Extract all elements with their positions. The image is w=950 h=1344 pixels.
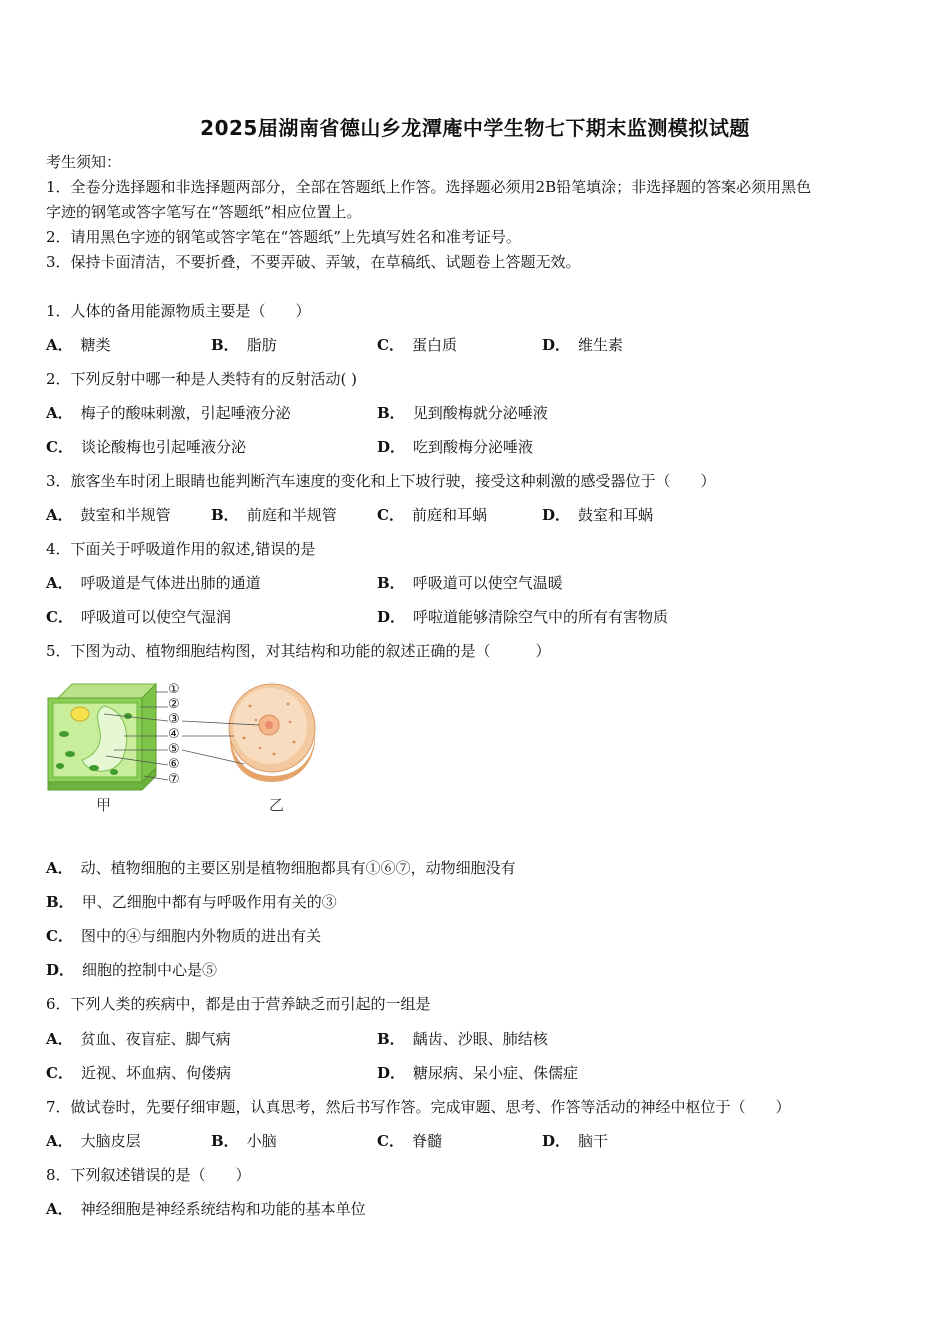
q5-option-d[interactable]: D． 细胞的控制中心是⑤ — [46, 961, 218, 979]
marker-4: ④ — [168, 727, 180, 742]
q4-option-b[interactable]: B． 呼吸道可以使空气温暖 — [377, 574, 563, 592]
q2-option-c[interactable]: C． 谈论酸梅也引起唾液分泌 — [46, 438, 246, 456]
q4-option-c[interactable]: C． 呼吸道可以使空气湿润 — [46, 608, 231, 626]
q2-option-a[interactable]: A． 梅子的酸味刺激，引起唾液分泌 — [46, 404, 291, 422]
exam-title: 2025届湖南省德山乡龙潭庵中学生物七下期末监测模拟试题 — [200, 116, 750, 140]
q3-option-b[interactable]: B． 前庭和半规管 — [211, 506, 337, 524]
marker-3: ③ — [168, 712, 180, 727]
q3-option-a[interactable]: A． 鼓室和半规管 — [46, 506, 171, 524]
marker-6: ⑥ — [168, 757, 180, 772]
notice-item-2: 2．请用黑色字迹的钢笔或答字笔在“答题纸”上先填写姓名和准考证号。 — [46, 228, 521, 246]
question-4-stem: 4．下面关于呼吸道作用的叙述,错误的是 — [46, 540, 316, 558]
question-3-stem: 3．旅客坐车时闭上眼睛也能判断汽车速度的变化和上下坡行驶，接受这种刺激的感受器位于（ ） — [46, 472, 716, 490]
question-2-stem: 2．下列反射中哪一种是人类特有的反射活动( ) — [46, 370, 358, 388]
q7-option-a[interactable]: A． 大脑皮层 — [46, 1132, 141, 1150]
figure-label-jia: 甲 — [96, 796, 112, 814]
q3-option-c[interactable]: C． 前庭和耳蜗 — [377, 506, 487, 524]
question-6-stem: 6．下列人类的疾病中，都是由于营养缺乏而引起的一组是 — [46, 995, 431, 1013]
marker-1: ① — [168, 682, 180, 697]
q1-option-d[interactable]: D． 维生素 — [542, 336, 624, 354]
question-1-stem: 1．人体的备用能源物质主要是（ ） — [46, 302, 311, 320]
q8-option-a[interactable]: A． 神经细胞是神经系统结构和功能的基本单位 — [46, 1200, 366, 1218]
q4-option-a[interactable]: A． 呼吸道是气体进出肺的通道 — [46, 574, 261, 592]
q6-option-b[interactable]: B． 龋齿、沙眼、肺结核 — [377, 1030, 548, 1048]
cell-structure-figure — [44, 676, 334, 821]
question-8-stem: 8．下列叙述错误的是（ ） — [46, 1166, 251, 1184]
q7-option-c[interactable]: C． 脊髓 — [377, 1132, 442, 1150]
animal-cell — [229, 684, 315, 782]
q1-option-c[interactable]: C． 蛋白质 — [377, 336, 457, 354]
q6-option-a[interactable]: A． 贫血、夜盲症、脚气病 — [46, 1030, 231, 1048]
notice-heading: 考生须知： — [46, 153, 122, 171]
q1-option-a[interactable]: A． 糖类 — [46, 336, 111, 354]
q5-option-c[interactable]: C． 图中的④与细胞内外物质的进出有关 — [46, 927, 321, 945]
q4-option-d[interactable]: D． 呼啦道能够清除空气中的所有有害物质 — [377, 608, 669, 626]
figure-label-yi: 乙 — [269, 796, 285, 814]
notice-item-3: 3．保持卡面清洁，不要折叠，不要弄破、弄皱，在草稿纸、试题卷上答题无效。 — [46, 253, 581, 271]
q2-option-b[interactable]: B． 见到酸梅就分泌唾液 — [377, 404, 548, 422]
plant-cell — [48, 684, 156, 790]
question-7-stem: 7．做试卷时，先要仔细审题，认真思考，然后书写作答。完成审题、思考、作答等活动的神经中枢位于（ ） — [46, 1098, 791, 1116]
q6-option-d[interactable]: D． 糖尿病、呆小症、侏儒症 — [377, 1064, 579, 1082]
cell-diagram — [44, 676, 334, 821]
q7-option-d[interactable]: D． 脑干 — [542, 1132, 609, 1150]
q5-option-b[interactable]: B． 甲、乙细胞中都有与呼吸作用有关的③ — [46, 893, 337, 911]
q1-option-b[interactable]: B． 脂肪 — [211, 336, 277, 354]
q5-option-a[interactable]: A． 动、植物细胞的主要区别是植物细胞都具有①⑥⑦，动物细胞没有 — [46, 859, 516, 877]
q7-option-b[interactable]: B． 小脑 — [211, 1132, 277, 1150]
q3-option-d[interactable]: D． 鼓室和耳蜗 — [542, 506, 654, 524]
notice-item-1-cont: 字迹的钢笔或答字笔写在“答题纸”相应位置上。 — [46, 203, 362, 221]
q2-option-d[interactable]: D． 吃到酸梅分泌唾液 — [377, 438, 534, 456]
q6-option-c[interactable]: C． 近视、坏血病、佝偻病 — [46, 1064, 231, 1082]
question-5-stem: 5．下图为动、植物细胞结构图，对其结构和功能的叙述正确的是（ ） — [46, 642, 551, 660]
notice-item-1: 1．全卷分选择题和非选择题两部分，全部在答题纸上作答。选择题必须用2B铅笔填涂；非选择题的答案必须用黑色 — [46, 178, 812, 196]
marker-5: ⑤ — [168, 742, 180, 757]
marker-2: ② — [168, 697, 180, 712]
marker-7: ⑦ — [168, 772, 180, 787]
